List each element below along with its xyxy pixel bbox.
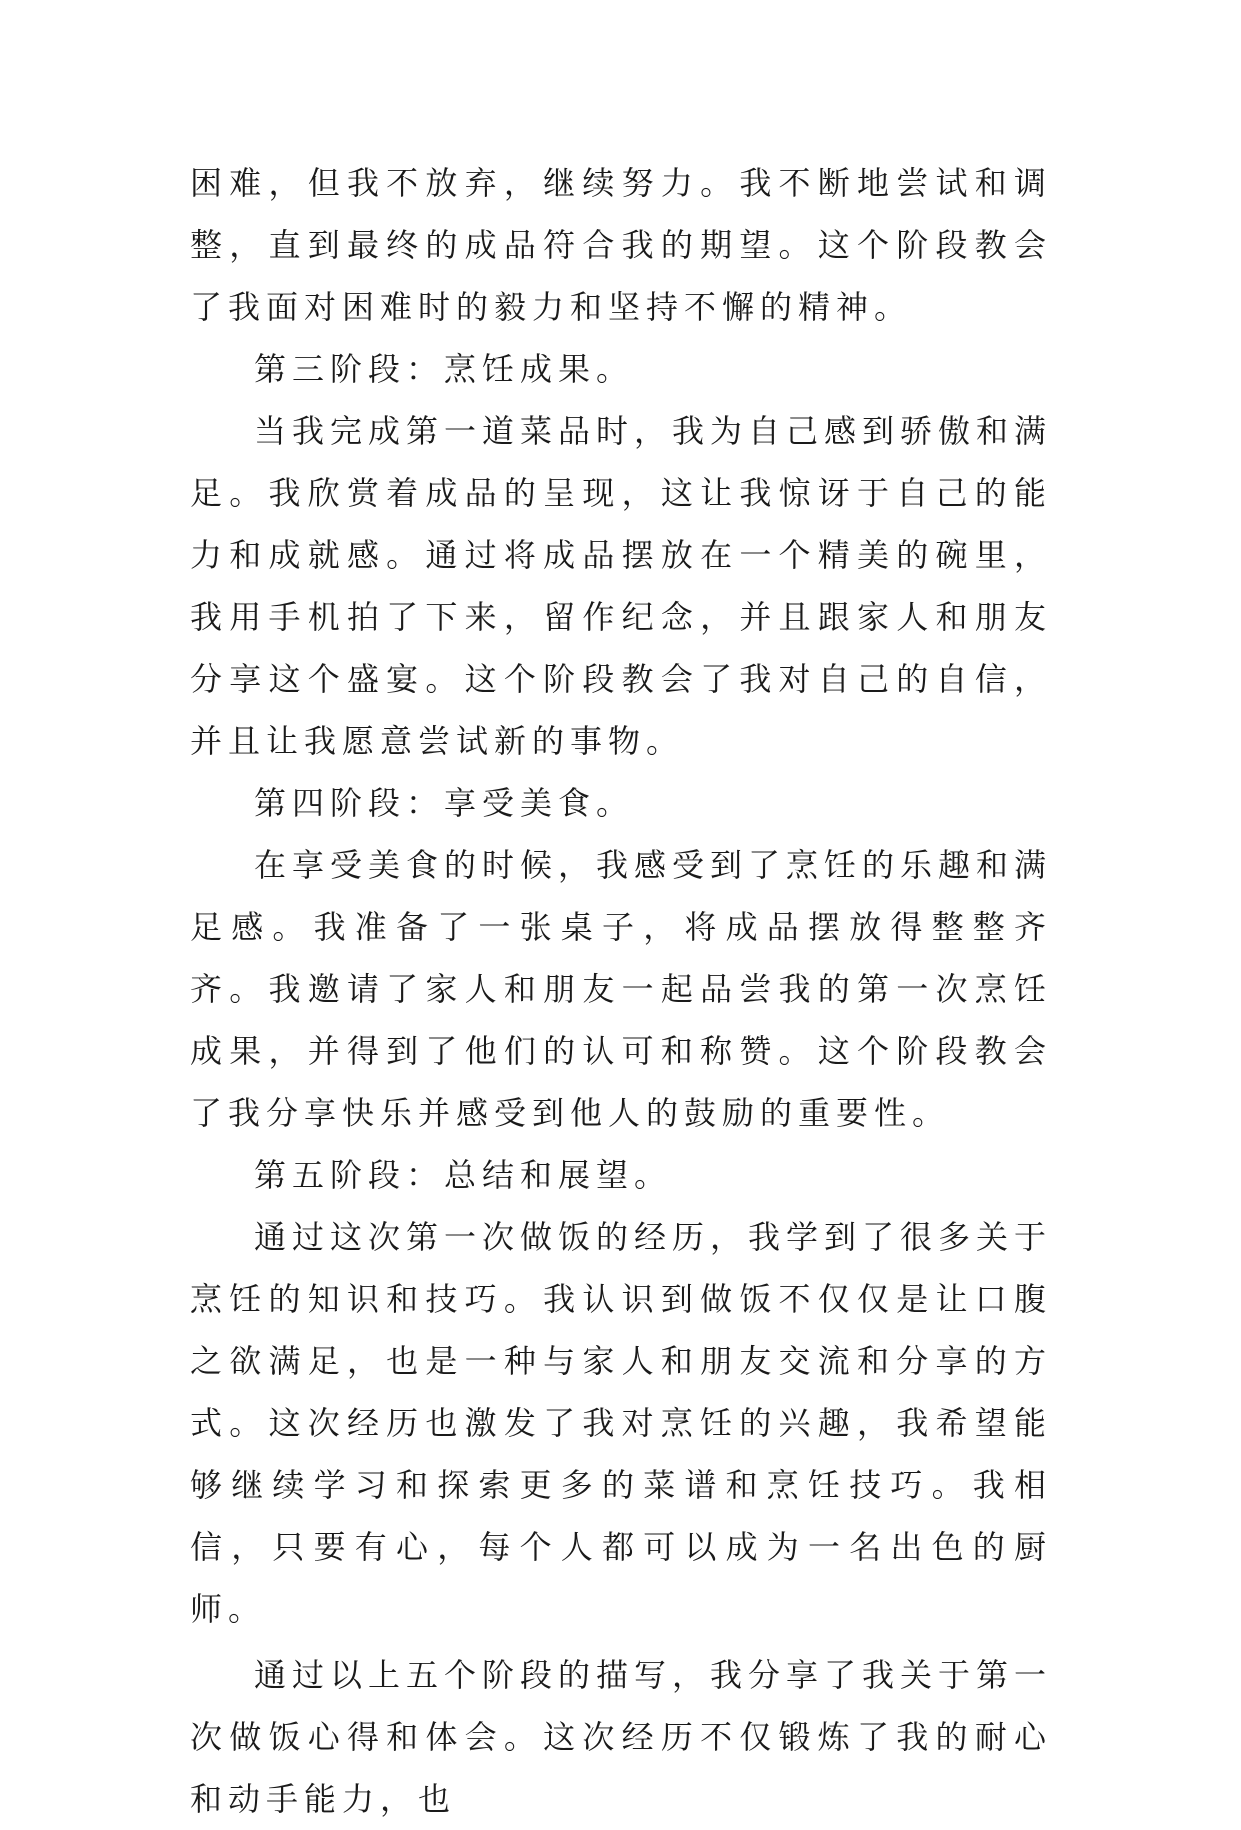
paragraph-conclusion: 通过以上五个阶段的描写，我分享了我关于第一次做饭心得和体会。这次经历不仅锻炼了我的耐心和动手能力，也 bbox=[190, 1656, 1053, 1818]
paragraph-continuation: 困难，但我不放弃，继续努力。我不断地尝试和调整，直到最终的成品符合我的期望。这个阶段教会了我面对困难时的毅力和坚持不懈的精神。 bbox=[190, 164, 1052, 326]
paragraph-stage-4: 在享受美食的时候，我感受到了烹饪的乐趣和满足感。我准备了一张桌子，将成品摆放得整整齐齐。我邀请了家人和朋友一起品尝我的第一次烹饪成果，并得到了他们的认可和称赞。这个阶段教会了我分享快乐并感受到他人的鼓励的重要性。 bbox=[190, 846, 1053, 1132]
document-body bbox=[190, 152, 1052, 1830]
section-heading-stage-3: 第三阶段：烹饪成果。 bbox=[254, 350, 635, 388]
paragraph-stage-3: 当我完成第一道菜品时，我为自己感到骄傲和满足。我欣赏着成品的呈现，这让我惊讶于自己的能力和成就感。通过将成品摆放在一个精美的碗里，我用手机拍了下来，留作纪念，并且跟家人和朋友分享这个盛宴。这个阶段教会了我对自己的自信，并且让我愿意尝试新的事物。 bbox=[190, 412, 1053, 760]
section-heading-stage-4: 第四阶段：享受美食。 bbox=[254, 784, 635, 822]
section-heading-stage-5: 第五阶段：总结和展望。 bbox=[254, 1156, 673, 1194]
paragraph-stage-5: 通过这次第一次做饭的经历，我学到了很多关于烹饪的知识和技巧。我认识到做饭不仅仅是让口腹之欲满足，也是一种与家人和朋友交流和分享的方式。这次经历也激发了我对烹饪的兴趣，我希望能够继续学习和探索更多的菜谱和烹饪技巧。我相信，只要有心，每个人都可以成为一名出色的厨师。 bbox=[190, 1218, 1053, 1628]
